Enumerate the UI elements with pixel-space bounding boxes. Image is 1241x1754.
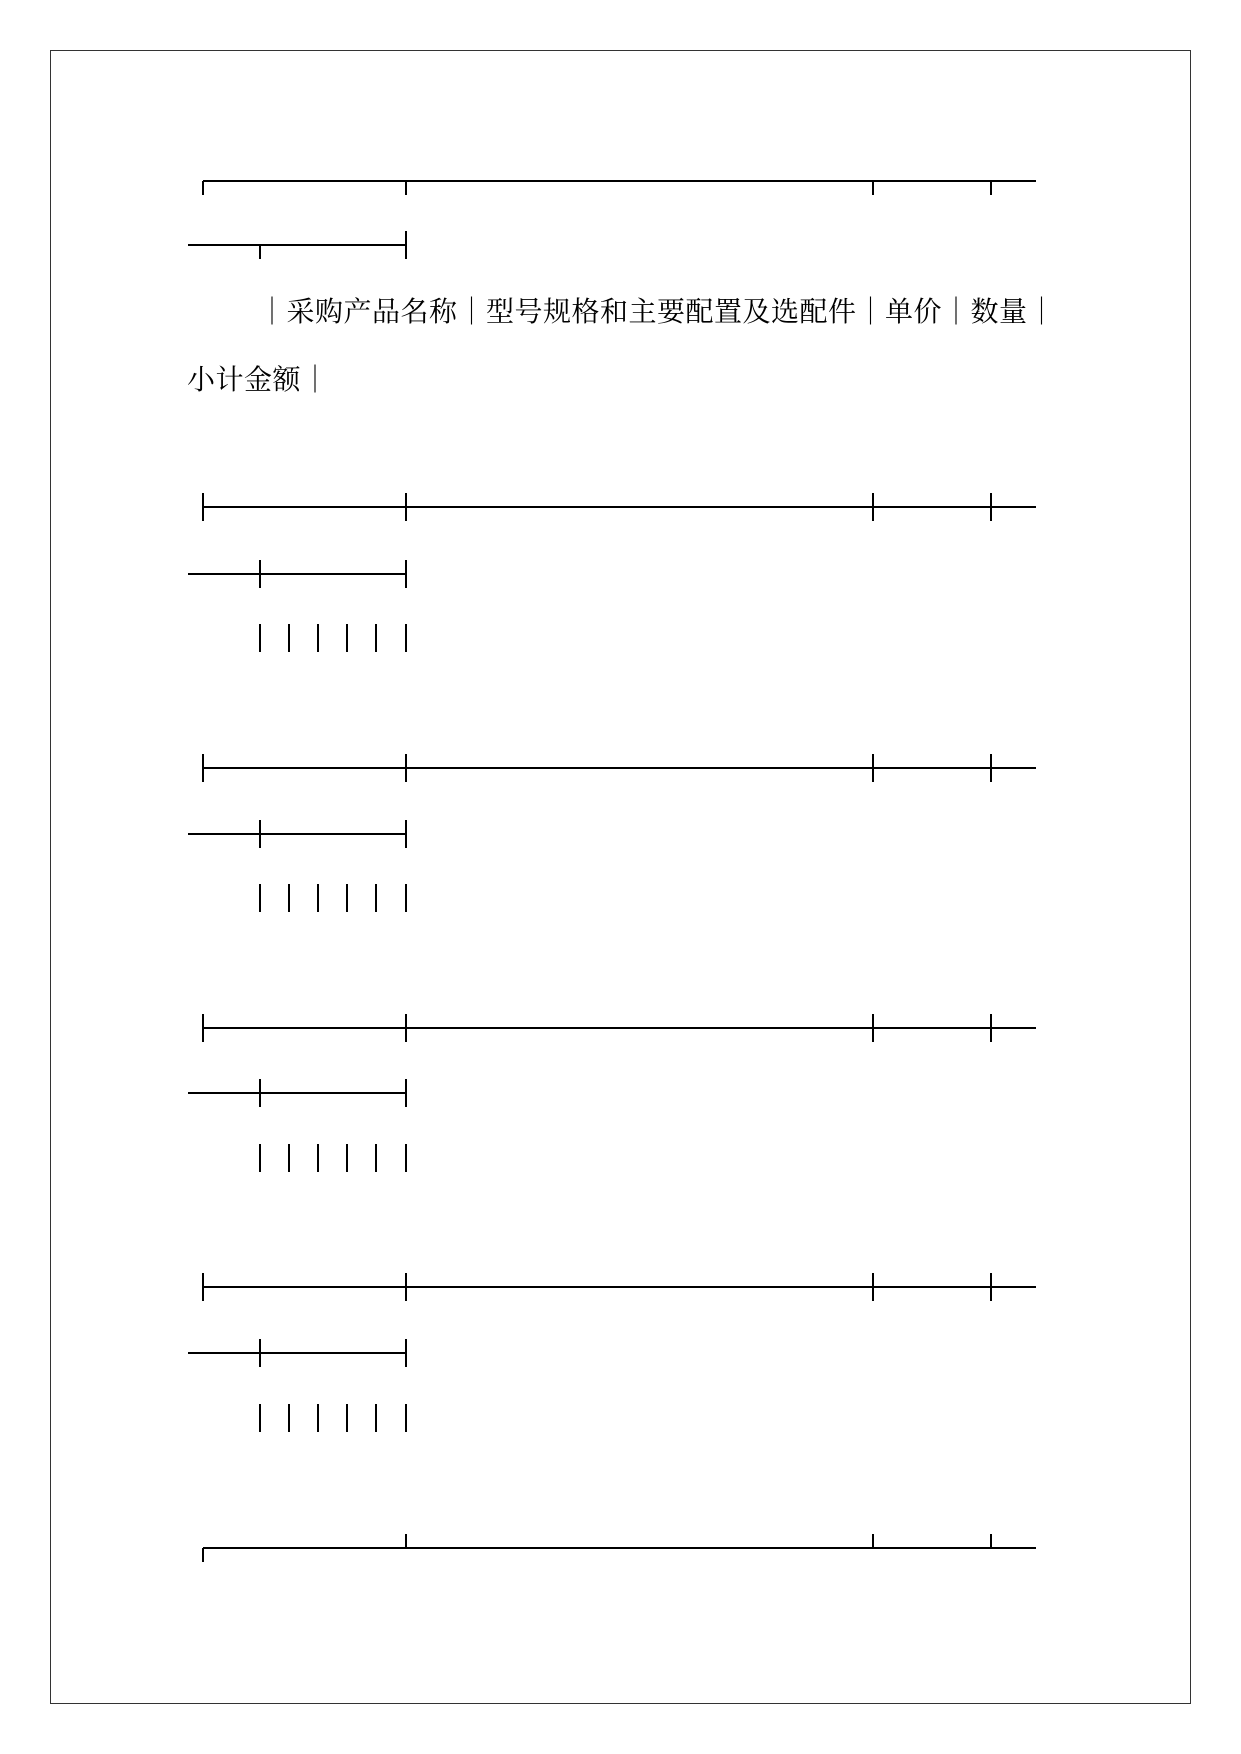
empty-row-cells-2 (260, 884, 406, 912)
empty-row-cells-4 (260, 1404, 406, 1432)
table-header-line-1: ｜采购产品名称｜型号规格和主要配置及选配件｜单价｜数量｜ (258, 295, 1057, 328)
row-separator-5 (203, 1534, 1036, 1562)
row-separator-3 (188, 1014, 1036, 1107)
row-separator-2 (188, 754, 1036, 848)
table-header-line-2: 小计金额｜ (187, 363, 330, 396)
row-separator-4 (188, 1273, 1036, 1367)
table-top-border (188, 181, 1036, 259)
empty-row-cells-1 (260, 624, 406, 652)
empty-row-cells-3 (260, 1144, 406, 1172)
row-separator-1 (188, 493, 1036, 588)
